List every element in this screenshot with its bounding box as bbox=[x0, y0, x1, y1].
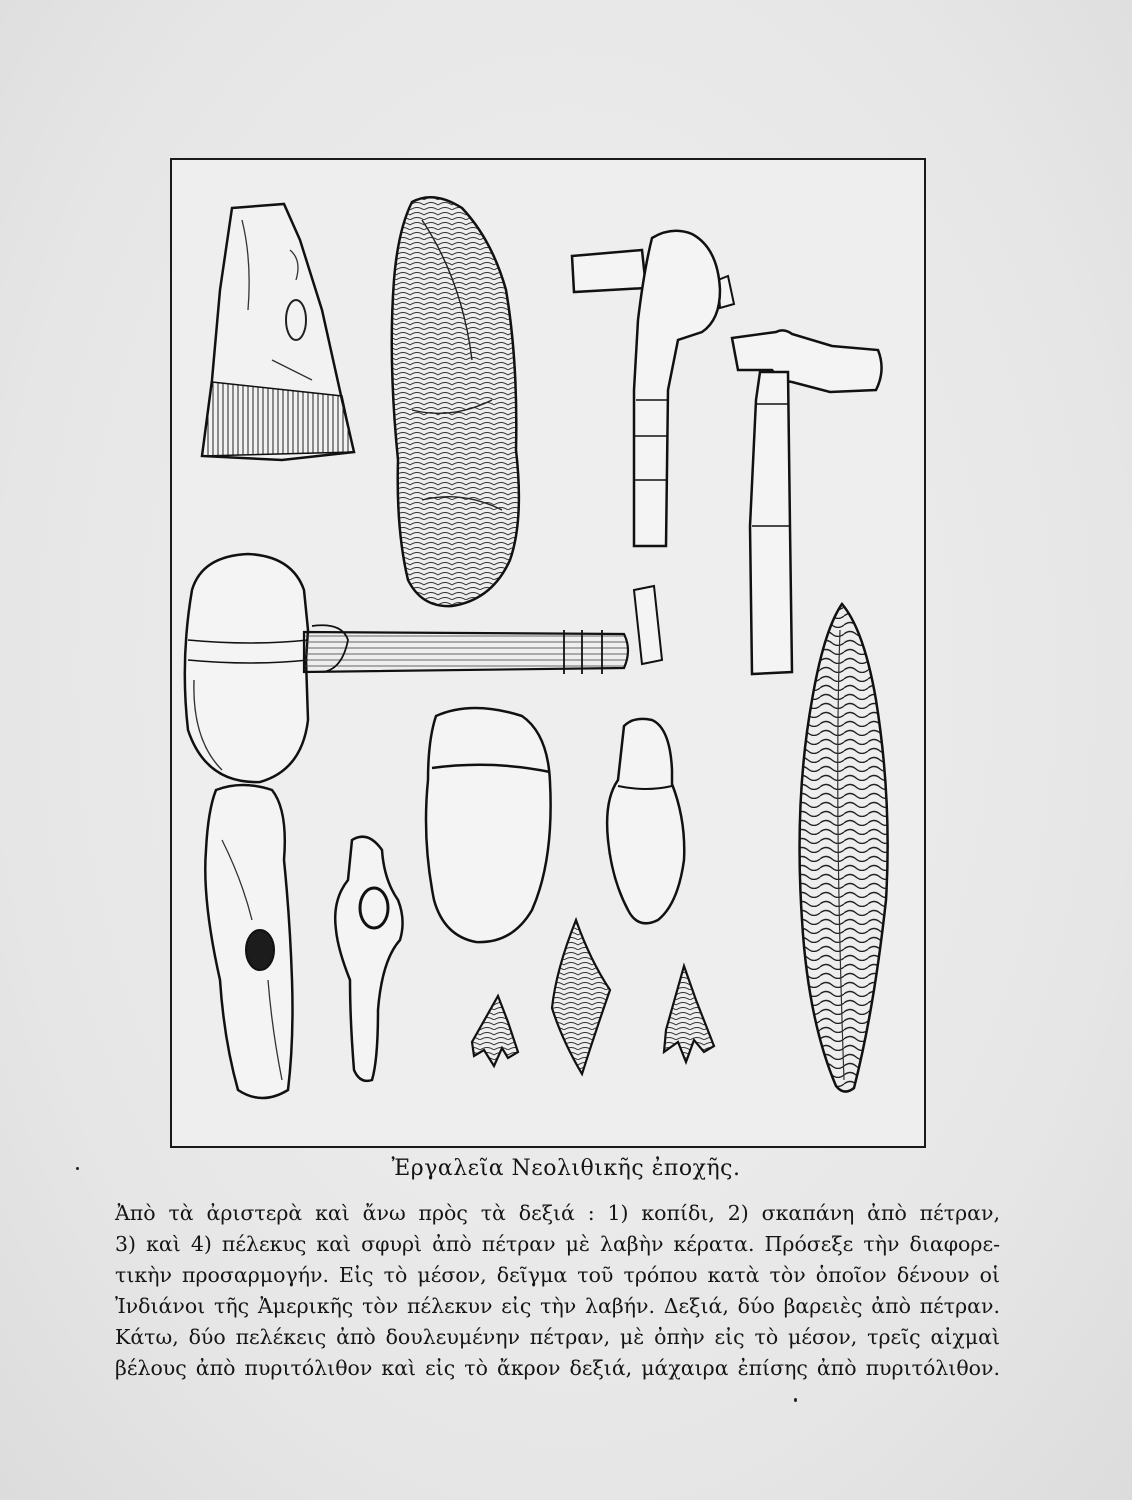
caption-line: Ἰνδιάνοι τῆς Ἀμερικῆς τὸν πέλεκυν εἰς τὴν λαβήν. Δεξιά, δύο βαρειὲς ἀπὸ πέτραν. bbox=[115, 1294, 1000, 1318]
arrowhead-right-drawing bbox=[664, 966, 714, 1062]
caption-line: βέλους ἀπὸ πυριτόλιθον καὶ εἰς τὸ ἄκρον δεξιά, μάχαιρα ἐπίσης ἀπὸ πυριτόλιθον. bbox=[115, 1356, 1000, 1380]
arrowhead-left-drawing bbox=[472, 996, 518, 1066]
caption-line: Κάτω, δύο πελέκεις ἀπὸ δουλευμένην πέτραν, μὲ ὀπὴν εἰς τὸ μέσον, τρεῖς αἰχμαὶ bbox=[115, 1325, 1000, 1349]
perforated-axe-drawing bbox=[205, 785, 292, 1098]
figure-title: Ἐργαλεῖα Νεολιθικῆς ἐποχῆς. bbox=[391, 1156, 741, 1181]
print-speck bbox=[76, 1167, 79, 1170]
figure-caption bbox=[115, 1198, 1000, 1384]
flint-dagger-drawing bbox=[800, 604, 888, 1092]
chisel-drawing bbox=[202, 204, 354, 460]
hammerstone-drawing bbox=[426, 708, 551, 942]
flint-hoe-drawing bbox=[392, 197, 519, 606]
antler-axe-drawing bbox=[572, 231, 734, 664]
grooved-hammerstone-drawing bbox=[607, 719, 684, 923]
arrowhead-middle-drawing bbox=[552, 920, 610, 1074]
print-speck bbox=[794, 1398, 797, 1402]
caption-line: Ἀπὸ τὰ ἀριστερὰ καὶ ἄνω πρὸς τὰ δεξιά : 1) κοπίδι, 2) σκαπάνη ἀπὸ πέτραν, bbox=[115, 1201, 1000, 1225]
bound-axe-drawing bbox=[185, 554, 628, 782]
caption-line: 3) καὶ 4) πέλεκυς καὶ σφυρὶ ἀπὸ πέτραν μὲ λαβὴν κέρατα. Πρόσεξε τὴν διαφορε- bbox=[115, 1232, 1000, 1256]
illustration-plate bbox=[170, 158, 926, 1148]
caption-line: τικὴν προσαρμογήν. Εἰς τὸ μέσον, δεῖγμα τοῦ τρόπου κατὰ τὸν ὁποῖον δένουν οἱ bbox=[115, 1263, 1000, 1287]
perforated-hammer-axe-drawing bbox=[335, 837, 402, 1081]
antler-hammer-drawing bbox=[732, 330, 882, 674]
